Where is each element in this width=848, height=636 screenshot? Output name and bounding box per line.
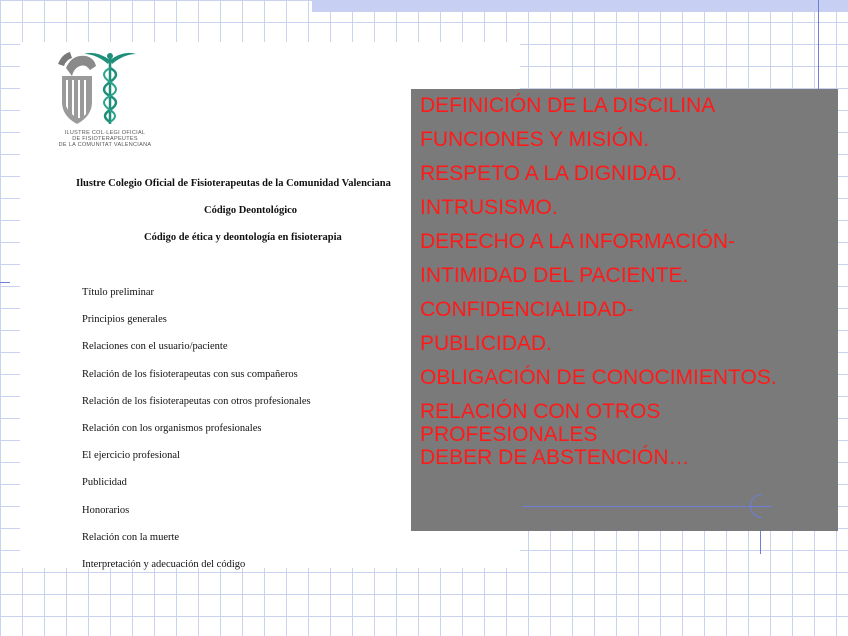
topic-item: CONFIDENCIALIDAD- [420, 298, 634, 321]
toc-item: Relación de los fisioterapeutas con sus compañeros [82, 368, 298, 380]
decorative-horizontal-line [0, 282, 10, 283]
top-accent-band [312, 0, 848, 12]
logo-caption [40, 130, 170, 148]
logo-caption-line: DE FISIOTERAPEUTES [72, 136, 138, 142]
document-subtitle: Código Deontológico [204, 205, 298, 216]
topic-item: INTIMIDAD DEL PACIENTE. [420, 264, 689, 287]
toc-item: Principios generales [82, 314, 167, 326]
topic-item: FUNCIONES Y MISIÓN. [420, 128, 650, 151]
toc-item: Publicidad [82, 477, 127, 489]
document-subtitle-secondary: Código de ética y deontología en fisioterapia [144, 232, 342, 243]
logo-caption-line: ILUSTRE COL·LEGI OFICIAL [64, 130, 146, 136]
topic-item: INTRUSISMO. [420, 196, 558, 219]
topic-item: DERECHO A LA INFORMACIÓN- [420, 230, 736, 253]
decorative-horizontal-line [522, 506, 772, 507]
toc-item: Interpretación y adecuación del código [82, 558, 246, 570]
topic-item: PUBLICIDAD. [420, 332, 552, 355]
topic-item: DEBER DE ABSTENCIÓN… [420, 446, 690, 469]
topic-list [420, 94, 840, 480]
topic-item: RELACIÓN CON OTROS PROFESIONALES [420, 400, 661, 446]
toc-item: Relación con los organismos profesionales [82, 422, 262, 434]
toc-item: Relación de los fisioterapeutas con otros profesionales [82, 395, 311, 407]
toc-item: Título preliminar [82, 287, 155, 298]
college-logo-icon [48, 46, 158, 126]
topic-item: DEFINICIÓN DE LA DISCILINA [420, 94, 716, 117]
topic-item: OBLIGACIÓN DE CONOCIMIENTOS. [420, 366, 777, 389]
topic-item: RESPETO A LA DIGNIDAD. [420, 162, 683, 185]
logo-caption-line: DE LA COMUNITAT VALENCIANA [58, 142, 152, 148]
toc-item: El ejercicio profesional [82, 450, 180, 462]
toc-item: Relaciones con el usuario/paciente [82, 341, 228, 353]
table-of-contents [82, 287, 311, 586]
toc-item: Relación con la muerte [82, 531, 180, 543]
document-title: Ilustre Colegio Oficial de Fisioterapeutas de la Comunidad Valenciana [76, 178, 391, 189]
toc-item: Honorarios [82, 504, 130, 516]
